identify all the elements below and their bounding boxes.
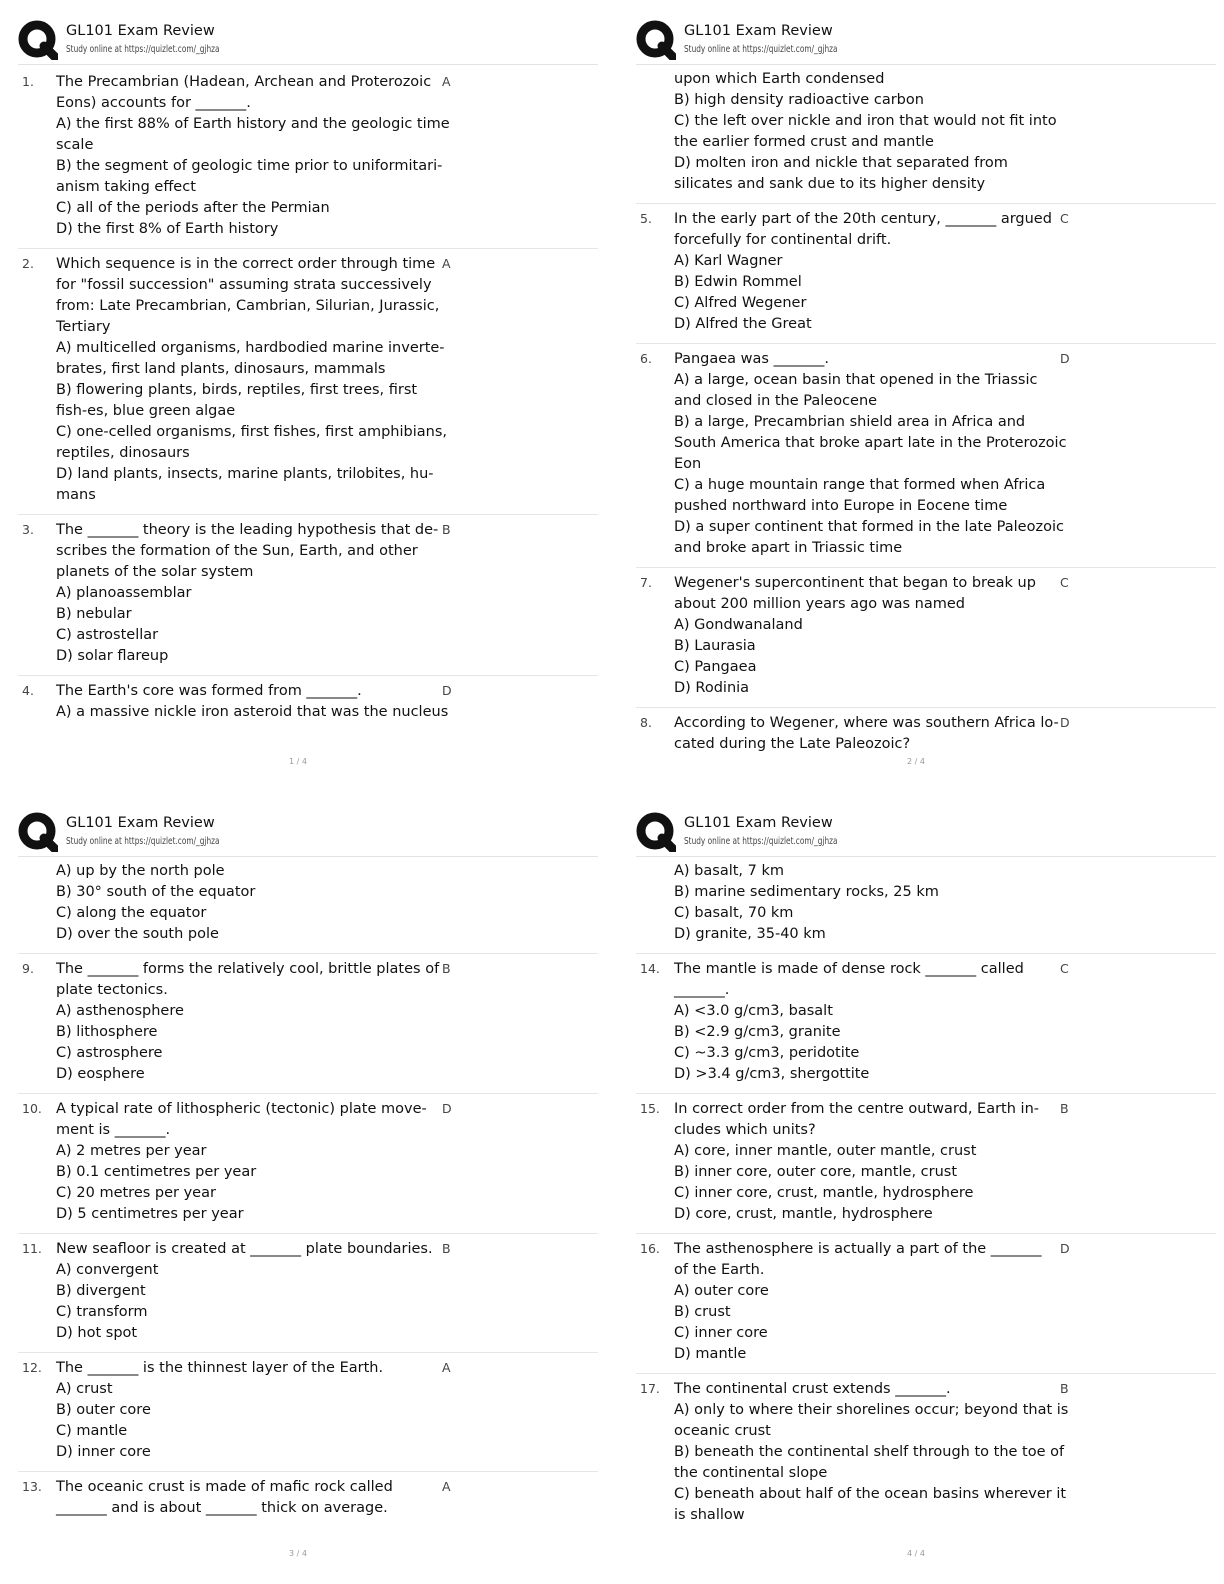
option: C) astrostellar <box>56 627 159 643</box>
question-text: The mantle is made of dense rock _______ called _______. <box>674 961 1024 998</box>
option: B) a large, Precambrian shield area in Africa and South America that broke apart late in the Proterozoic Eon <box>674 414 1067 472</box>
question-text: The oceanic crust is made of mafic rock called _______ and is about _______ thick on average. <box>56 1479 393 1516</box>
option: B) Laurasia <box>674 638 756 654</box>
question-text: New seafloor is created at _______ plate boundaries. <box>56 1241 433 1257</box>
option: A) crust <box>56 1381 113 1397</box>
option: A) the first 88% of Earth history and the geologic time scale <box>56 116 450 153</box>
question-answer: B <box>442 1241 451 1256</box>
question-answer: D <box>442 1101 452 1116</box>
option: D) Rodinia <box>674 680 750 696</box>
header-subtitle: Study online at https://quizlet.com/_gjhza <box>66 836 220 847</box>
option: C) along the equator <box>56 905 207 921</box>
page-number: 3 / 4 <box>289 1549 307 1558</box>
option: B) marine sedimentary rocks, 25 km <box>674 884 939 900</box>
page-number: 1 / 4 <box>289 757 307 766</box>
question <box>636 954 1216 1094</box>
option: B) the segment of geologic time prior to uniformitari-anism taking effect <box>56 158 443 195</box>
question-answer: A <box>442 1360 451 1375</box>
option: C) inner core, crust, mantle, hydrosphere <box>674 1185 974 1201</box>
question-answer: B <box>1060 1101 1069 1116</box>
question-text: In the early part of the 20th century, _______ argued forcefully for continental drift. <box>674 211 1052 248</box>
page-header <box>636 20 1216 65</box>
question-number: 17. <box>640 1381 660 1396</box>
option: C) a huge mountain range that formed when Africa pushed northward into Europe in Eocene time <box>674 477 1046 514</box>
option: B) crust <box>674 1304 731 1320</box>
question-number: 16. <box>640 1241 660 1256</box>
option: C) Pangaea <box>674 659 757 675</box>
question-continuation <box>636 67 1216 204</box>
question-answer: D <box>1060 351 1070 366</box>
question <box>18 515 598 676</box>
question-number: 9. <box>22 961 34 976</box>
question-text: Wegener's supercontinent that began to break up about 200 million years ago was named <box>674 575 1036 612</box>
question-number: 5. <box>640 211 652 226</box>
option: B) 0.1 centimetres per year <box>56 1164 257 1180</box>
question-text: A typical rate of lithospheric (tectonic) plate move-ment is _______. <box>56 1101 427 1138</box>
header-subtitle: Study online at https://quizlet.com/_gjhza <box>684 836 838 847</box>
question-text: In correct order from the centre outward, Earth in-cludes which units? <box>674 1101 1039 1138</box>
question-number: 10. <box>22 1101 42 1116</box>
question-number: 3. <box>22 522 34 537</box>
option: B) nebular <box>56 606 132 622</box>
question-answer: D <box>1060 1241 1070 1256</box>
quizlet-logo-icon <box>636 812 676 852</box>
question <box>18 1094 598 1234</box>
question-text: According to Wegener, where was southern Africa lo-cated during the Late Paleozoic? <box>674 715 1059 752</box>
question-answer: C <box>1060 575 1069 590</box>
option: A) convergent <box>56 1262 159 1278</box>
option: D) core, crust, mantle, hydrosphere <box>674 1206 933 1222</box>
option: B) divergent <box>56 1283 146 1299</box>
question-list <box>636 857 1216 1534</box>
option: D) 5 centimetres per year <box>56 1206 244 1222</box>
question-text: The _______ forms the relatively cool, brittle plates of plate tectonics. <box>56 961 440 998</box>
option: D) granite, 35-40 km <box>674 926 826 942</box>
option: A) outer core <box>674 1283 769 1299</box>
option: D) over the south pole <box>56 926 219 942</box>
page-header <box>18 812 598 857</box>
option: D) eosphere <box>56 1066 145 1082</box>
question-continuation <box>18 859 598 954</box>
question-text: The Precambrian (Hadean, Archean and Proterozoic Eons) accounts for _______. <box>56 74 432 111</box>
option: A) Gondwanaland <box>674 617 803 633</box>
question-answer: A <box>442 1479 451 1494</box>
question-number: 11. <box>22 1241 42 1256</box>
page-3 <box>18 812 598 1572</box>
question-list <box>18 857 598 1527</box>
question-number: 4. <box>22 683 34 698</box>
option: A) only to where their shorelines occur; beyond that is oceanic crust <box>674 1402 1069 1439</box>
question <box>636 204 1216 344</box>
question-number: 1. <box>22 74 34 89</box>
option: D) solar flareup <box>56 648 169 664</box>
option: A) planoassemblar <box>56 585 192 601</box>
option: B) lithosphere <box>56 1024 158 1040</box>
page-header <box>18 20 598 65</box>
question <box>18 676 598 731</box>
question <box>636 1094 1216 1234</box>
question <box>18 1353 598 1472</box>
option: D) inner core <box>56 1444 151 1460</box>
header-subtitle: Study online at https://quizlet.com/_gjhza <box>66 44 220 55</box>
page-number: 2 / 4 <box>907 757 925 766</box>
option: D) a super continent that formed in the late Paleozoic and broke apart in Triassic time <box>674 519 1064 556</box>
quizlet-logo-icon <box>18 20 58 60</box>
option: A) asthenosphere <box>56 1003 184 1019</box>
question-text: Pangaea was _______. <box>674 351 829 367</box>
question <box>18 954 598 1094</box>
option: A) <3.0 g/cm3, basalt <box>674 1003 833 1019</box>
option: C) ~3.3 g/cm3, peridotite <box>674 1045 860 1061</box>
question <box>18 67 598 249</box>
option: C) beneath about half of the ocean basins wherever it is shallow <box>674 1486 1067 1523</box>
option: A) multicelled organisms, hardbodied marine inverte-brates, first land plants, dinosaurs, mammals <box>56 340 445 377</box>
option: A) basalt, 7 km <box>674 863 785 879</box>
question-number: 12. <box>22 1360 42 1375</box>
option: D) Alfred the Great <box>674 316 812 332</box>
question <box>636 708 1216 763</box>
option: B) Edwin Rommel <box>674 274 802 290</box>
option: C) basalt, 70 km <box>674 905 794 921</box>
question-number: 2. <box>22 256 34 271</box>
question <box>636 1374 1216 1534</box>
question-text: The _______ theory is the leading hypothesis that de-scribes the formation of the Sun, Earth, and other planets of the solar system <box>56 522 439 580</box>
question-number: 15. <box>640 1101 660 1116</box>
option: D) molten iron and nickle that separated from silicates and sank due to its higher density <box>674 155 1008 192</box>
question-answer: B <box>442 961 451 976</box>
question <box>18 1234 598 1353</box>
option: B) 30° south of the equator <box>56 884 256 900</box>
option: D) mantle <box>674 1346 747 1362</box>
option: A) core, inner mantle, outer mantle, crust <box>674 1143 977 1159</box>
option: B) flowering plants, birds, reptiles, first trees, first fish-es, blue green algae <box>56 382 418 419</box>
header-title: GL101 Exam Review <box>684 23 833 39</box>
option: A) up by the north pole <box>56 863 225 879</box>
page-number: 4 / 4 <box>907 1549 925 1558</box>
question-text: The _______ is the thinnest layer of the Earth. <box>56 1360 384 1376</box>
question-answer: B <box>1060 1381 1069 1396</box>
question-answer: A <box>442 256 451 271</box>
question-number: 6. <box>640 351 652 366</box>
option: A) Karl Wagner <box>674 253 783 269</box>
header-title: GL101 Exam Review <box>66 23 215 39</box>
option: D) the first 8% of Earth history <box>56 221 279 237</box>
header-title: GL101 Exam Review <box>66 815 215 831</box>
question-answer: A <box>442 74 451 89</box>
header-subtitle: Study online at https://quizlet.com/_gjhza <box>684 44 838 55</box>
option: B) inner core, outer core, mantle, crust <box>674 1164 958 1180</box>
question-answer: D <box>1060 715 1070 730</box>
question <box>636 568 1216 708</box>
option: B) <2.9 g/cm3, granite <box>674 1024 841 1040</box>
question <box>18 1472 598 1527</box>
question-number: 8. <box>640 715 652 730</box>
question-number: 7. <box>640 575 652 590</box>
page-2 <box>636 20 1216 780</box>
question-list <box>636 65 1216 763</box>
option: B) outer core <box>56 1402 151 1418</box>
option: C) inner core <box>674 1325 768 1341</box>
question-text: The continental crust extends _______. <box>674 1381 951 1397</box>
option: A) 2 metres per year <box>56 1143 207 1159</box>
question-number: 14. <box>640 961 660 976</box>
option: upon which Earth condensed <box>674 71 885 87</box>
question <box>636 344 1216 568</box>
option: D) >3.4 g/cm3, shergottite <box>674 1066 870 1082</box>
question-answer: C <box>1060 961 1069 976</box>
question-text: Which sequence is in the correct order through time for "fossil succession" assuming strata successively from: Late Precambrian, Cambrian, Silurian, Jurassic, Tertiary <box>56 256 440 335</box>
question-text: The Earth's core was formed from _______. <box>56 683 362 699</box>
option: C) transform <box>56 1304 148 1320</box>
option: B) beneath the continental shelf through to the toe of the continental slope <box>674 1444 1065 1481</box>
option: B) high density radioactive carbon <box>674 92 924 108</box>
question-answer: B <box>442 522 451 537</box>
option: A) a massive nickle iron asteroid that was the nucleus <box>56 704 449 720</box>
option: A) a large, ocean basin that opened in the Triassic and closed in the Paleocene <box>674 372 1038 409</box>
page-1 <box>18 20 598 780</box>
question-answer: D <box>442 683 452 698</box>
page-4 <box>636 812 1216 1572</box>
question-number: 13. <box>22 1479 42 1494</box>
page-header <box>636 812 1216 857</box>
option: D) hot spot <box>56 1325 138 1341</box>
option: D) land plants, insects, marine plants, trilobites, hu-mans <box>56 466 434 503</box>
option: C) one-celled organisms, first fishes, first amphibians, reptiles, dinosaurs <box>56 424 447 461</box>
option: C) all of the periods after the Permian <box>56 200 330 216</box>
option: C) mantle <box>56 1423 128 1439</box>
option: C) Alfred Wegener <box>674 295 807 311</box>
option: C) astrosphere <box>56 1045 163 1061</box>
header-title: GL101 Exam Review <box>684 815 833 831</box>
question-text: The asthenosphere is actually a part of the _______ of the Earth. <box>674 1241 1042 1278</box>
question-list <box>18 65 598 731</box>
question <box>636 1234 1216 1374</box>
question-answer: C <box>1060 211 1069 226</box>
option: C) 20 metres per year <box>56 1185 216 1201</box>
quizlet-logo-icon <box>636 20 676 60</box>
quizlet-logo-icon <box>18 812 58 852</box>
question <box>18 249 598 515</box>
question-continuation <box>636 859 1216 954</box>
option: C) the left over nickle and iron that would not fit into the earlier formed crust and mantle <box>674 113 1057 150</box>
